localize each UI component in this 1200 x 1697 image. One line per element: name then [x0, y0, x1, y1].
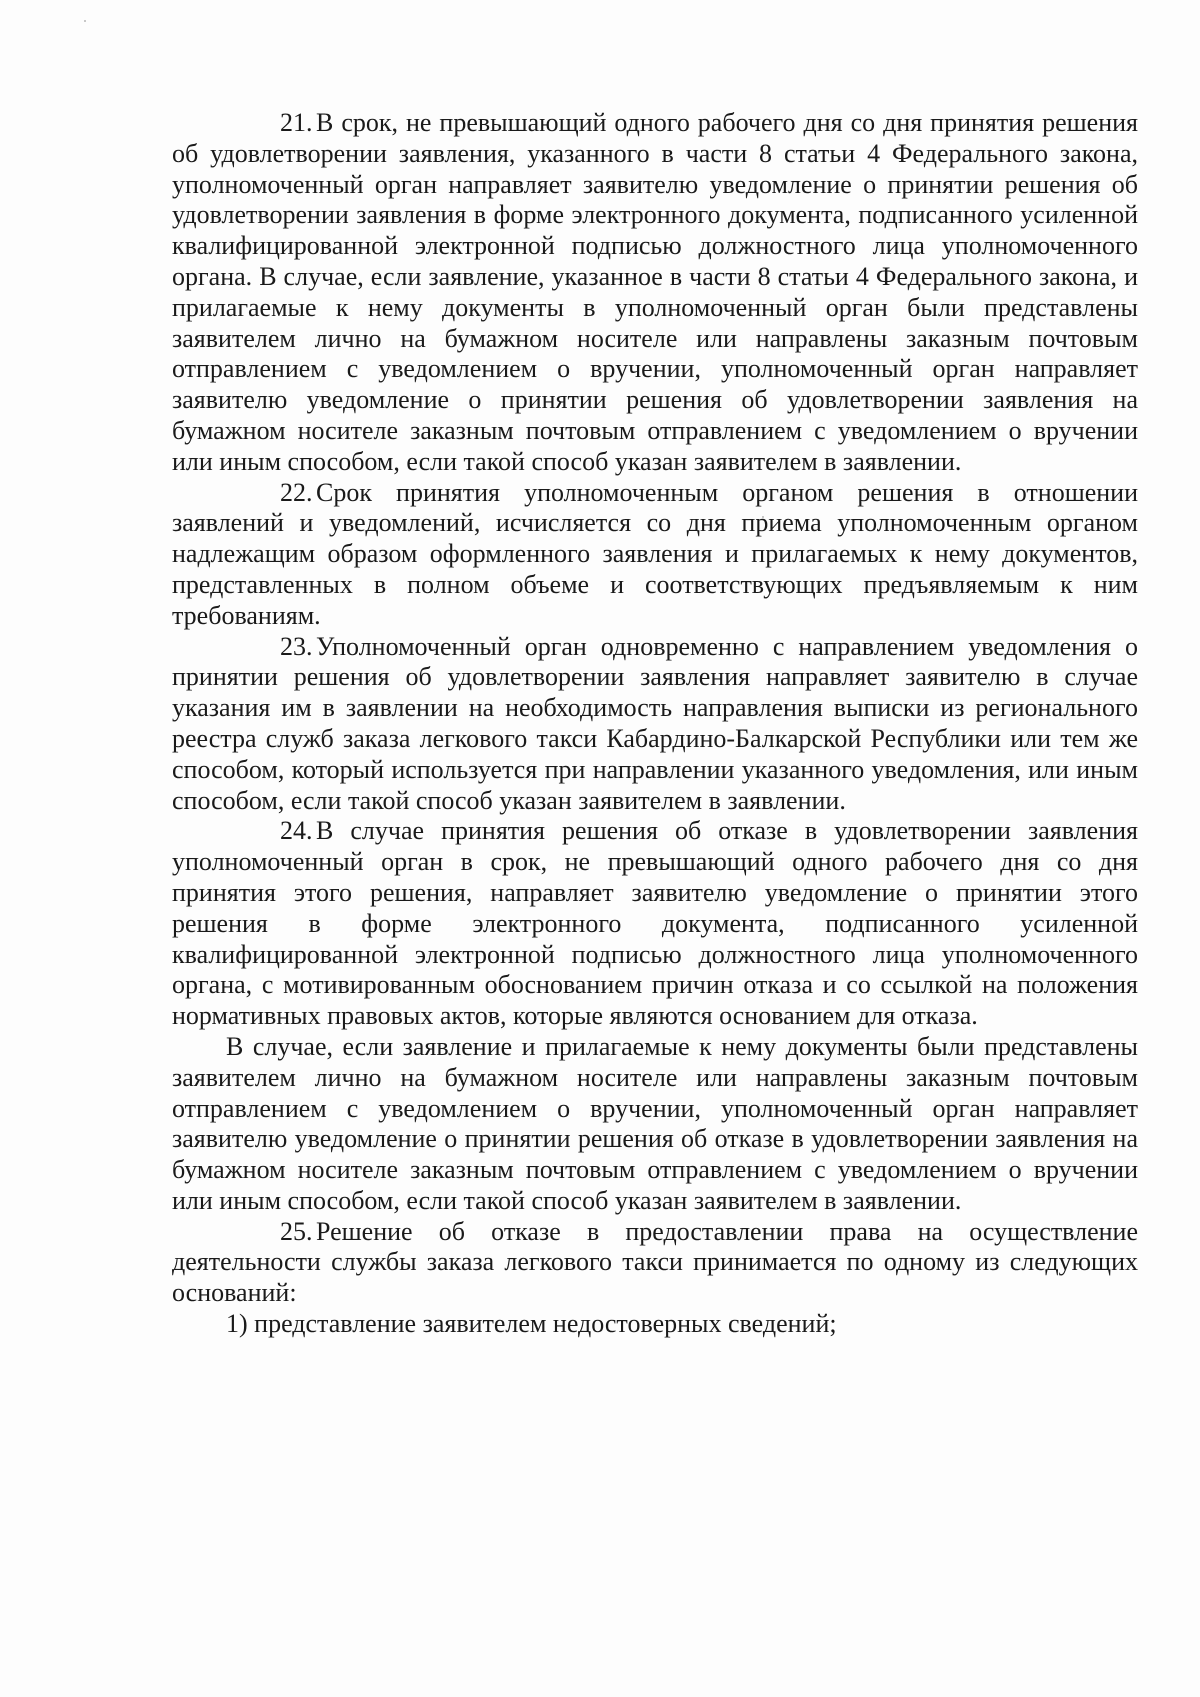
paragraph-21	[172, 108, 1138, 478]
list-item: 1) представление заявителем недостоверных сведений;	[226, 1309, 837, 1339]
paragraph-text: Решение об отказе в предоставлении права на осуществление деятельности службы заказа легкового такси принимается по одному из следующих оснований:	[172, 1216, 1138, 1308]
paragraph-23	[172, 632, 1138, 817]
paragraph-number: 22.	[280, 477, 313, 507]
paragraph-text: Уполномоченный орган одновременно с направлением уведомления о принятии решения об удовлетворении заявления направляет заявителю в случае указания им в заявлении на необходимость направления выписки из регионального реестра служб заказа легкового такси Кабардино-Балкарской Республики или тем же способом, который используется при направлении указанного уведомления, или иным способом, если такой способ указан заявителем в заявлении.	[172, 631, 1138, 815]
paragraph-text: В случае принятия решения об отказе в удовлетворении заявления уполномоченный орган в срок, не превышающий одного рабочего дня со дня принятия этого решения, направляет заявителю уведомление о принятии этого решения в форме электронного документа, подписанного усиленной квалифицированной электронной подписью должностного лица уполномоченного органа, с мотивированным обоснованием причин отказа и со ссылкой на положения нормативных правовых актов, которые являются основанием для отказа.	[172, 816, 1138, 1031]
paragraph-text: В случае, если заявление и прилагаемые к нему документы были представлены заявителем лично на бумажном носителе или направлены заказным почтовым отправлением с уведомлением о вручении, уполномоченный орган направляет заявителю уведомление о принятии решения об отказе в удовлетворении заявления на бумажном носителе заказным почтовым отправлением с уведомлением о вручении или иным способом, если такой способ указан заявителем в заявлении.	[172, 1031, 1138, 1215]
paragraph-number: 21.	[280, 108, 313, 137]
paragraph-24	[172, 816, 1138, 1032]
paragraph-22	[172, 478, 1138, 632]
scan-speck	[84, 20, 86, 22]
paragraph-number: 23.	[280, 631, 313, 661]
paragraph-number: 24.	[280, 816, 313, 846]
paragraph-number: 25.	[280, 1216, 313, 1246]
document-body	[172, 108, 1138, 1340]
paragraph-25	[172, 1217, 1138, 1309]
paragraph-24-continuation	[172, 1032, 1138, 1217]
paragraph-text: Срок принятия уполномоченным органом решения в отношении заявлений и уведомлений, исчисляется со дня приема уполномоченным органом надлежащим образом оформленного заявления и прилагаемых к нему документов, представленных в полном объеме и соответствующих предъявляемым к ним требованиям.	[172, 477, 1138, 630]
paragraph-text: В срок, не превышающий одного рабочего дня со дня принятия решения об удовлетворении заявления, указанного в части 8 статьи 4 Федерального закона, уполномоченный орган направляет заявителю уведомление о принятии решения об удовлетворении заявления в форме электронного документа, подписанного усиленной квалифицированной электронной подписью должностного лица уполномоченного органа. В случае, если заявление, указанное в части 8 статьи 4 Федерального закона, и прилагаемые к нему документы в уполномоченный орган были представлены заявителем лично на бумажном носителе или направлены заказным почтовым отправлением с уведомлением о вручении, уполномоченный орган направляет заявителю уведомление о принятии решения об удовлетворении заявления на бумажном носителе заказным почтовым отправлением с уведомлением о вручении или иным способом, если такой способ указан заявителем в заявлении.	[172, 108, 1138, 476]
